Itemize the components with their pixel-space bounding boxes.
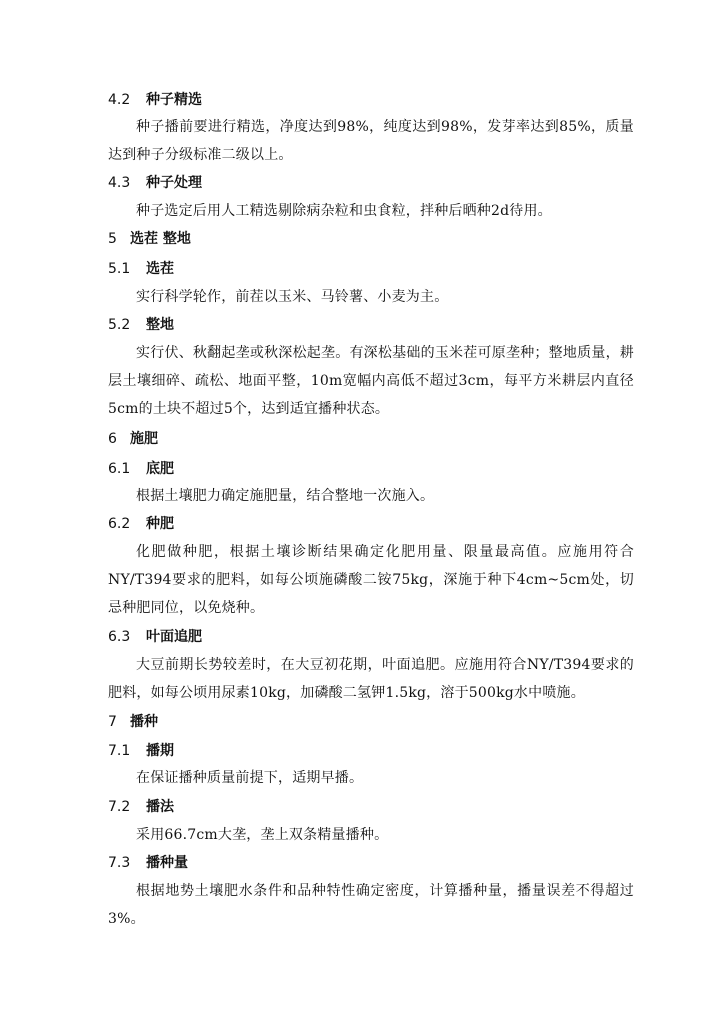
section-heading-5-2 <box>108 315 174 335</box>
section-title: 种肥 <box>146 516 174 532</box>
section-number: 7 <box>108 714 117 730</box>
section-heading-4-3 <box>108 173 202 193</box>
section-title: 播法 <box>146 799 174 815</box>
section-number: 6.2 <box>108 516 131 532</box>
section-body-5-2: 实行伏、秋翻起垄或秋深松起垄。有深松基础的玉米茬可原垄种；整地质量，耕层土壤细碎、疏松、地面平整，10m宽幅内高低不超过3cm，每平方米耕层内直径5cm的土块不超过5个，达到适宜播种状态。 <box>108 345 634 417</box>
section-number: 7.2 <box>108 799 131 815</box>
section-body-7-3: 根据地势土壤肥水条件和品种特性确定密度，计算播种量，播量误差不得超过3%。 <box>108 883 634 927</box>
section-heading-5 <box>108 229 191 249</box>
section-title: 种子精选 <box>146 92 202 108</box>
section-heading-4-2 <box>108 90 202 110</box>
section-title: 底肥 <box>146 461 174 477</box>
section-heading-7-3 <box>108 853 188 873</box>
section-heading-6-2 <box>108 514 174 534</box>
section-body-6-1: 根据土壤肥力确定施肥量，结合整地一次施入。 <box>136 488 435 504</box>
section-title: 播种 <box>130 714 158 730</box>
section-number: 7.1 <box>108 743 131 759</box>
section-number: 4.3 <box>108 175 131 191</box>
section-body-7-1: 在保证播种质量前提下，适期早播。 <box>136 770 364 786</box>
section-heading-6-3 <box>108 627 202 647</box>
section-number: 5 <box>108 231 117 247</box>
section-number: 6.1 <box>108 461 131 477</box>
section-number: 4.2 <box>108 92 131 108</box>
section-title: 选茬 整地 <box>130 231 191 247</box>
section-body-4-3: 种子选定后用人工精选剔除病杂粒和虫食粒，拌种后晒种2d待用。 <box>136 203 552 219</box>
section-body-6-2: 化肥做种肥，根据土壤诊断结果确定化肥用量、限量最高值。应施用符合NY/T394要求的肥料，如每公顷施磷酸二铵75kg，深施于种下4cm~5cm处，切忌种肥同位，以免烧种。 <box>108 544 634 616</box>
section-number: 5.1 <box>108 261 131 277</box>
section-heading-7 <box>108 712 158 732</box>
section-title: 种子处理 <box>146 175 202 191</box>
section-heading-5-1 <box>108 259 174 279</box>
section-heading-6-1 <box>108 459 174 479</box>
section-number: 6.3 <box>108 629 131 645</box>
section-title: 整地 <box>146 317 174 333</box>
section-title: 播期 <box>146 743 174 759</box>
section-body-5-1: 实行科学轮作，前茬以玉米、马铃薯、小麦为主。 <box>136 289 449 305</box>
section-body-7-2: 采用66.7cm大垄，垄上双条精量播种。 <box>136 827 389 843</box>
section-heading-7-1 <box>108 741 174 761</box>
section-heading-7-2 <box>108 797 174 817</box>
section-heading-6 <box>108 429 158 449</box>
section-number: 7.3 <box>108 855 131 871</box>
section-body-6-3: 大豆前期长势较差时，在大豆初花期，叶面追肥。应施用符合NY/T394要求的肥料，如每公顷用尿素10kg，加磷酸二氢钾1.5kg，溶于500kg水中喷施。 <box>108 657 634 701</box>
section-title: 施肥 <box>130 431 158 447</box>
section-title: 选茬 <box>146 261 174 277</box>
section-number: 6 <box>108 431 117 447</box>
section-number: 5.2 <box>108 317 131 333</box>
section-title: 播种量 <box>146 855 188 871</box>
section-body-4-2: 种子播前要进行精选，净度达到98%，纯度达到98%，发芽率达到85%，质量达到种子分级标准二级以上。 <box>108 119 634 163</box>
section-title: 叶面追肥 <box>146 629 202 645</box>
